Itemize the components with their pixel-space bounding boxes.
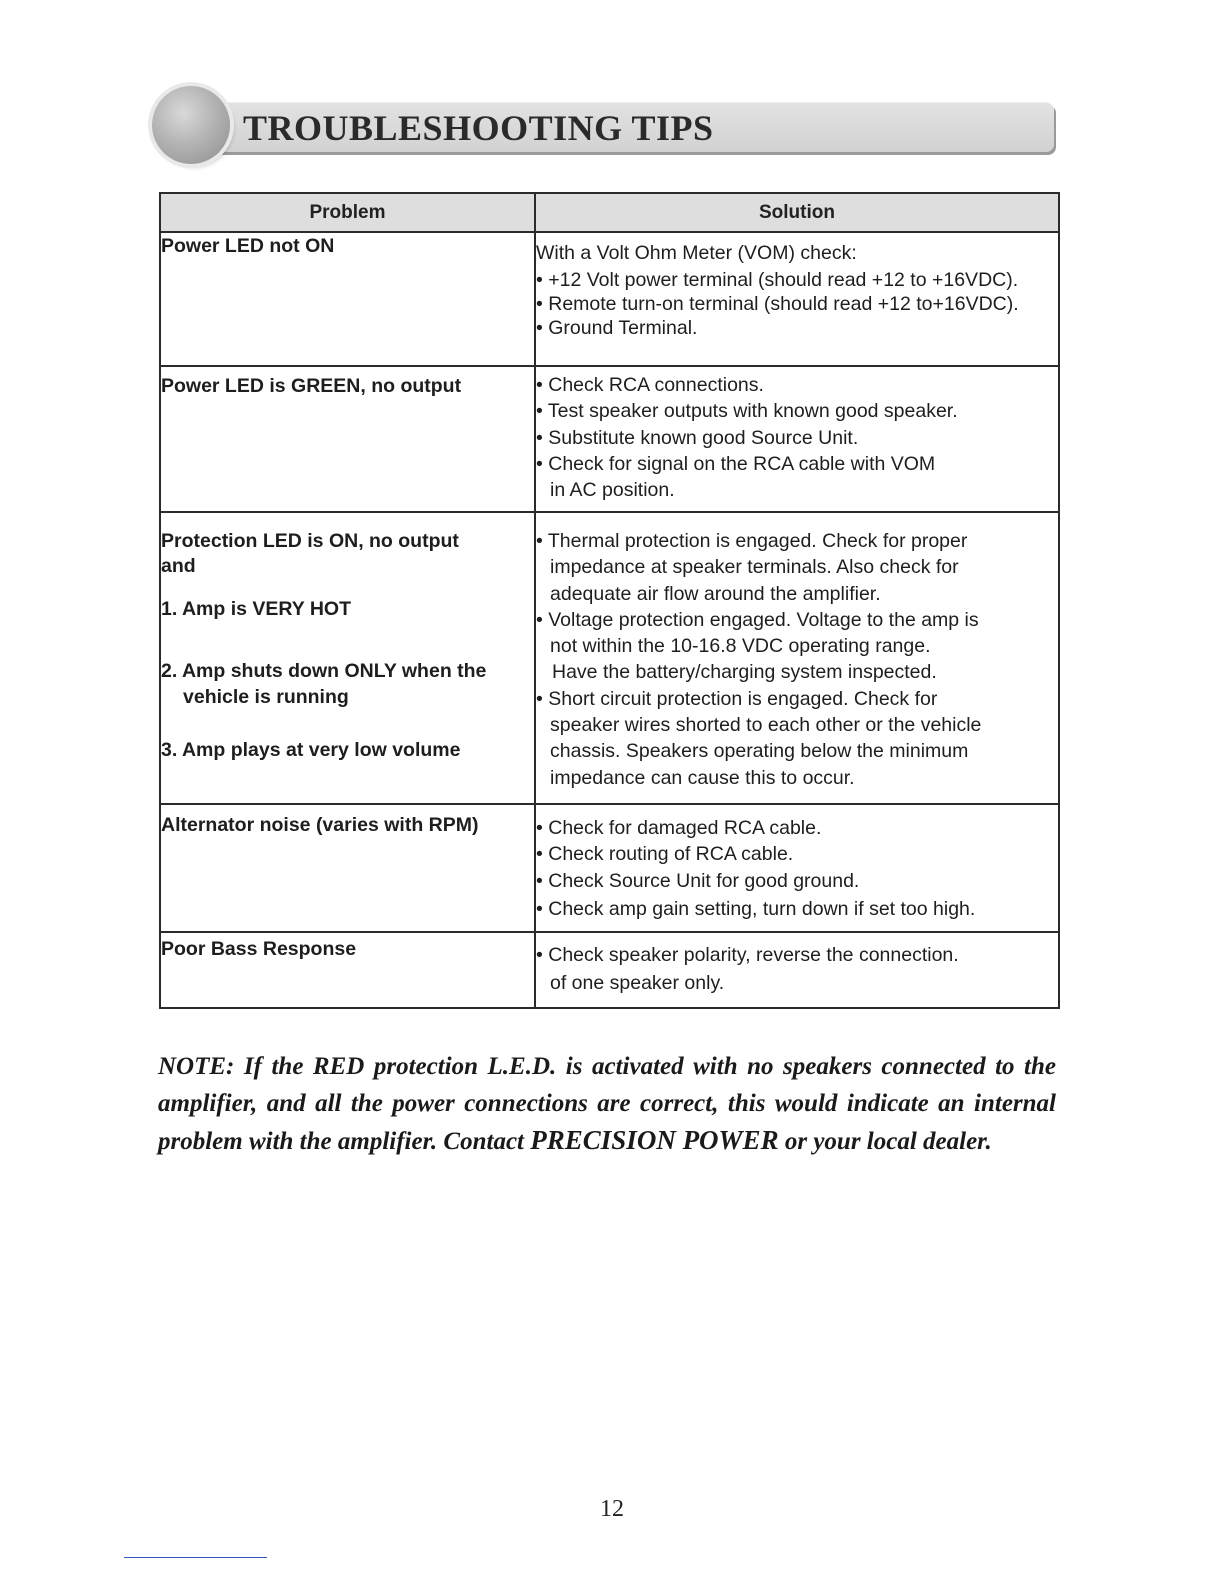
problem-text: Poor Bass Response bbox=[161, 938, 357, 960]
solution-bullet: • Test speaker outputs with known good speaker. bbox=[536, 400, 958, 423]
note-text-end: or your local dealer. bbox=[778, 1128, 992, 1155]
solution-continuation: of one speaker only. bbox=[550, 972, 725, 994]
solution-cell bbox=[535, 512, 1059, 804]
footer-rule bbox=[124, 1557, 267, 1558]
table-row bbox=[160, 804, 1059, 932]
solution-continuation: Have the battery/charging system inspected. bbox=[552, 661, 937, 684]
problem-text: Power LED not ON bbox=[161, 235, 335, 257]
note-paragraph bbox=[158, 1048, 1056, 1160]
solution-bullet: • Check for damaged RCA cable. bbox=[536, 817, 822, 839]
table-row bbox=[160, 232, 1059, 366]
solution-bullet: • Check for signal on the RCA cable with VOM bbox=[536, 452, 936, 475]
solution-bullet: • Check Source Unit for good ground. bbox=[536, 869, 860, 892]
problem-cell bbox=[160, 932, 535, 1008]
solution-continuation: adequate air flow around the amplifier. bbox=[550, 582, 881, 605]
problem-text: vehicle is running bbox=[183, 686, 349, 708]
page-title: TROUBLESHOOTING TIPS bbox=[243, 108, 714, 148]
solution-bullet: • Check speaker polarity, reverse the connection. bbox=[536, 944, 959, 966]
solution-bullet: • Voltage protection engaged. Voltage to the amp is bbox=[536, 608, 979, 631]
solution-line: With a Volt Ohm Meter (VOM) check: bbox=[536, 242, 857, 264]
solution-bullet: • Check amp gain setting, turn down if set too high. bbox=[536, 897, 976, 920]
solution-bullet: • Short circuit protection is engaged. Check for bbox=[536, 687, 938, 710]
problem-text: Alternator noise (varies with RPM) bbox=[161, 814, 479, 836]
page-number: 12 bbox=[600, 1496, 624, 1522]
problem-text: 2. Amp shuts down ONLY when the bbox=[161, 660, 487, 682]
column-header-solution: Solution bbox=[535, 193, 1059, 232]
problem-cell bbox=[160, 232, 535, 366]
solution-cell bbox=[535, 232, 1059, 366]
problem-text: and bbox=[161, 555, 196, 577]
solution-bullet: • Check RCA connections. bbox=[536, 374, 764, 396]
solution-continuation: chassis. Speakers operating below the minimum bbox=[550, 740, 969, 763]
section-header-banner bbox=[152, 86, 1056, 166]
solution-continuation: not within the 10-16.8 VDC operating range. bbox=[550, 635, 931, 658]
solution-bullet: • Ground Terminal. bbox=[536, 317, 698, 340]
table-row bbox=[160, 366, 1059, 512]
problem-text: 3. Amp plays at very low volume bbox=[161, 739, 461, 761]
solution-cell bbox=[535, 932, 1059, 1008]
solution-continuation: impedance at speaker terminals. Also check for bbox=[550, 556, 959, 579]
problem-text: 1. Amp is VERY HOT bbox=[161, 598, 351, 620]
troubleshooting-table bbox=[159, 192, 1060, 1009]
problem-cell bbox=[160, 366, 535, 512]
solution-continuation: speaker wires shorted to each other or the vehicle bbox=[550, 714, 982, 737]
table-row bbox=[160, 932, 1059, 1008]
solution-cell bbox=[535, 366, 1059, 512]
solution-cell bbox=[535, 804, 1059, 932]
table-header-row bbox=[160, 193, 1059, 232]
header-circle-icon bbox=[152, 86, 230, 164]
table-row bbox=[160, 512, 1059, 804]
problem-cell bbox=[160, 804, 535, 932]
solution-bullet: • Remote turn-on terminal (should read +12 to+16VDC). bbox=[536, 293, 1019, 316]
solution-bullet: • Thermal protection is engaged. Check for proper bbox=[536, 530, 968, 552]
solution-continuation: in AC position. bbox=[550, 479, 675, 502]
solution-bullet: • Check routing of RCA cable. bbox=[536, 843, 794, 866]
solution-continuation: impedance can cause this to occur. bbox=[550, 766, 855, 789]
brand-name: PRECISION POWER bbox=[530, 1125, 779, 1155]
column-header-problem: Problem bbox=[160, 193, 535, 232]
solution-bullet: • Substitute known good Source Unit. bbox=[536, 426, 859, 449]
note-text: NOTE: If the RED protection L.E.D. is activated with no speakers connected to the amplifier, and all the power connections are correct, this would indicate an internal problem with the amplifier. Contact bbox=[158, 1053, 1056, 1155]
problem-cell bbox=[160, 512, 535, 804]
problem-text: Protection LED is ON, no output bbox=[161, 530, 459, 552]
problem-text: Power LED is GREEN, no output bbox=[161, 375, 462, 397]
solution-bullet: • +12 Volt power terminal (should read +12 to +16VDC). bbox=[536, 269, 1019, 292]
